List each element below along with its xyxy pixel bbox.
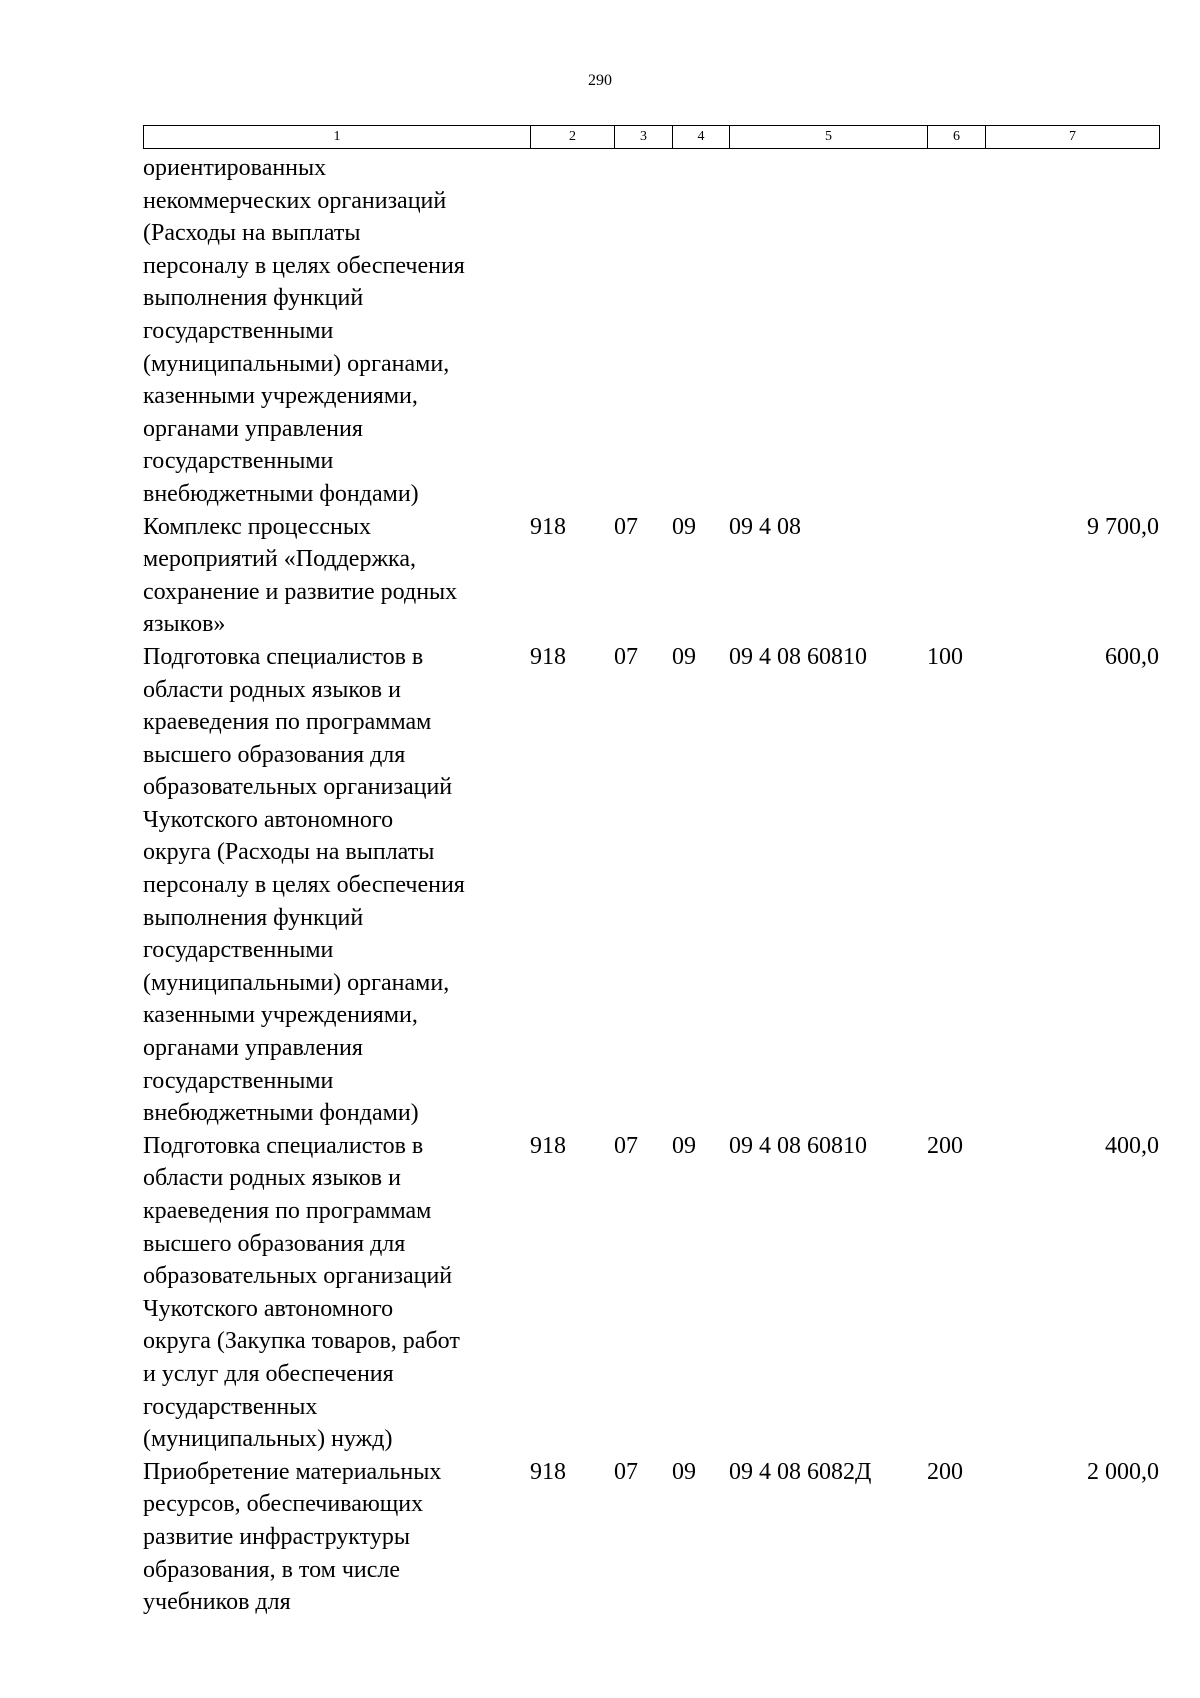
row-vr (927, 511, 985, 641)
row-csr (729, 152, 927, 511)
row-gr: 918 (530, 1132, 566, 1159)
row-csr: 09 4 08 6082Д (729, 1458, 872, 1485)
header-col-3: 3 (615, 126, 673, 149)
row-name: Подготовка специалистов в области родных языков и краеведения по программам высшего образования для образовательных организаций Чукотского автономного округа (Расходы на выплаты персоналу в целях обеспечения выполнения функций государственными (муниципальными) органами, казенными учреждениями, органами управления государственными внебюджетными фондами) (143, 643, 465, 1127)
table-row (143, 152, 1159, 511)
header-row (144, 126, 1160, 149)
row-vr: 200 (927, 1458, 963, 1485)
row-pr: 09 (672, 513, 696, 540)
table-row (143, 641, 1159, 1130)
row-sum: 600,0 (1105, 643, 1159, 670)
page-number: 290 (588, 72, 612, 89)
column-number-header (143, 125, 1160, 149)
row-sum: 2 000,0 (1087, 1458, 1159, 1485)
header-col-6: 6 (928, 126, 986, 149)
row-name: Подготовка специалистов в области родных языков и краеведения по программам высшего образования для образовательных организаций Чукотского автономного округа (Закупка товаров, работ и услуг для обеспечения государственных (муниципальных) нужд) (143, 1132, 460, 1453)
row-pr: 09 (672, 1132, 696, 1159)
row-csr: 09 4 08 60810 (729, 643, 867, 670)
row-rz: 07 (614, 643, 638, 670)
table-row (143, 511, 1159, 641)
row-gr (530, 152, 614, 511)
row-name: ориентированных некоммерческих организаций (Расходы на выплаты персоналу в целях обеспечения выполнения функций государственными (муниципальными) органами, казенными учреждениями, органами управления государственными внебюджетными фондами) (143, 155, 465, 507)
row-sum: 9 700,0 (1087, 513, 1159, 540)
table-row (143, 1456, 1159, 1619)
row-pr (672, 152, 729, 511)
table-row (143, 1130, 1159, 1456)
row-sum: 400,0 (1105, 1132, 1159, 1159)
header-col-5: 5 (730, 126, 928, 149)
row-name: Комплекс процессных мероприятий «Поддержка, сохранение и развитие родных языков» (143, 513, 458, 638)
row-pr: 09 (672, 643, 696, 670)
row-rz (614, 152, 672, 511)
header-col-4: 4 (673, 126, 730, 149)
row-gr: 918 (530, 513, 566, 540)
row-sum (985, 152, 1159, 511)
row-vr: 100 (927, 643, 963, 670)
row-csr: 09 4 08 60810 (729, 1132, 867, 1159)
row-gr: 918 (530, 1458, 566, 1485)
budget-table (143, 152, 1159, 1619)
row-vr (927, 152, 985, 511)
row-name: Приобретение материальных ресурсов, обеспечивающих развитие инфраструктуры образования, в том числе учебников для (143, 1458, 442, 1616)
row-rz: 07 (614, 1458, 638, 1485)
row-csr: 09 4 08 (729, 513, 801, 540)
row-rz: 07 (614, 513, 638, 540)
header-col-1: 1 (144, 126, 531, 149)
header-col-7: 7 (986, 126, 1160, 149)
row-vr: 200 (927, 1132, 963, 1159)
row-pr: 09 (672, 1458, 696, 1485)
row-gr: 918 (530, 643, 566, 670)
row-rz: 07 (614, 1132, 638, 1159)
header-col-2: 2 (531, 126, 615, 149)
